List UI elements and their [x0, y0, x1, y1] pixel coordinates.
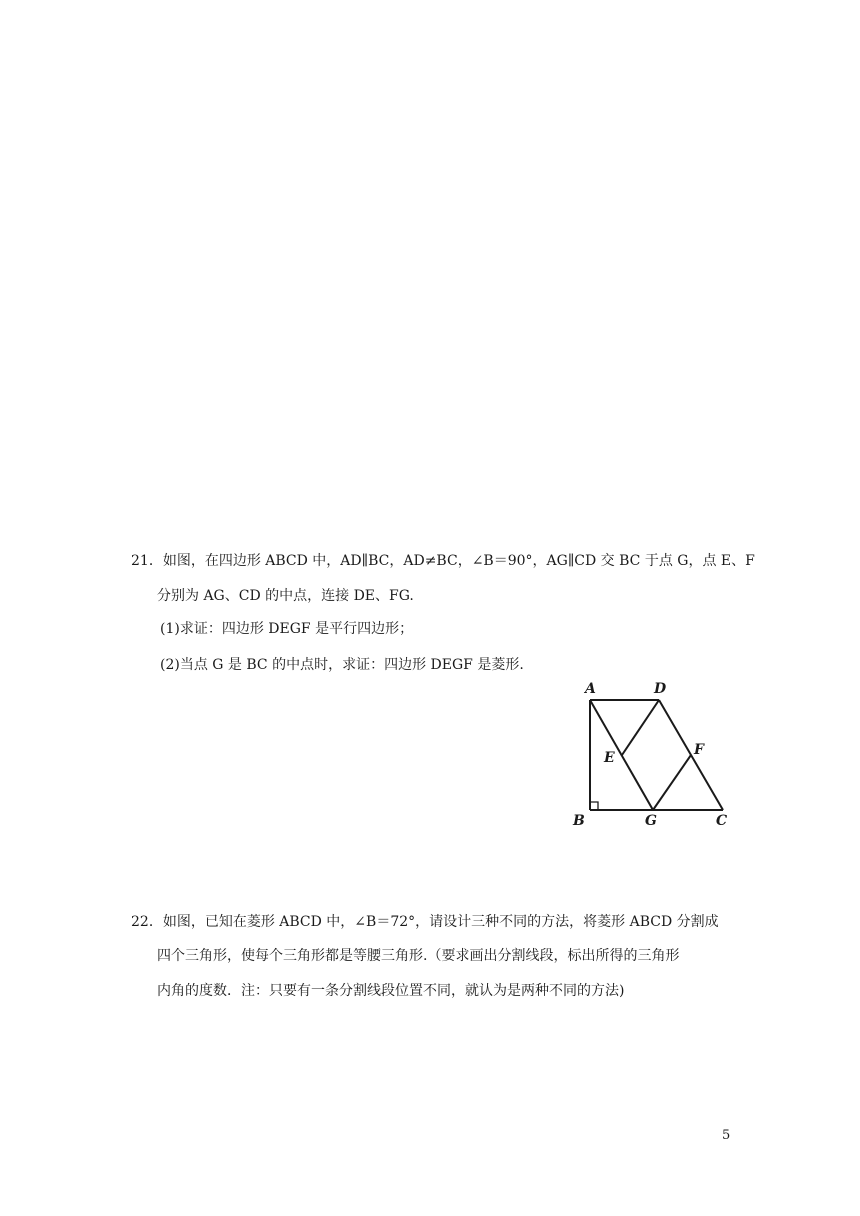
question-22-line-2: 四个三角形，使每个三角形都是等腰三角形.（要求画出分割线段，标出所得的三角形: [157, 948, 680, 964]
question-22-line-3: 内角的度数．注：只要有一条分割线段位置不同，就认为是两种不同的方法): [157, 983, 625, 999]
segment-FG: [653, 755, 691, 810]
question-21-line-2: 分别为 AG、CD 的中点，连接 DE、FG.: [157, 588, 414, 604]
label-B: B: [573, 813, 585, 828]
segment-DE: [622, 700, 659, 755]
label-A: A: [585, 681, 596, 697]
segment-AG: [590, 700, 653, 810]
question-21-part-1: (1)求证：四边形 DEGF 是平行四边形；: [160, 621, 414, 637]
label-G: G: [645, 813, 657, 828]
page-number: 5: [722, 1128, 731, 1143]
question-21-figure: [568, 678, 738, 828]
label-E: E: [604, 750, 615, 766]
right-angle-mark: [590, 802, 598, 810]
question-21-line-1: 21．如图，在四边形 ABCD 中，AD∥BC，AD≠BC，∠B＝90°，AG∥CD 交 BC 于点 G，点 E、F: [131, 553, 755, 569]
label-F: F: [694, 742, 704, 758]
label-C: C: [716, 813, 728, 828]
question-22-line-1: 22．如图，已知在菱形 ABCD 中，∠B＝72°，请设计三种不同的方法，将菱形 ABCD 分割成: [131, 914, 719, 930]
question-21-part-2: (2)当点 G 是 BC 的中点时，求证：四边形 DEGF 是菱形.: [160, 657, 524, 673]
label-D: D: [654, 681, 667, 697]
